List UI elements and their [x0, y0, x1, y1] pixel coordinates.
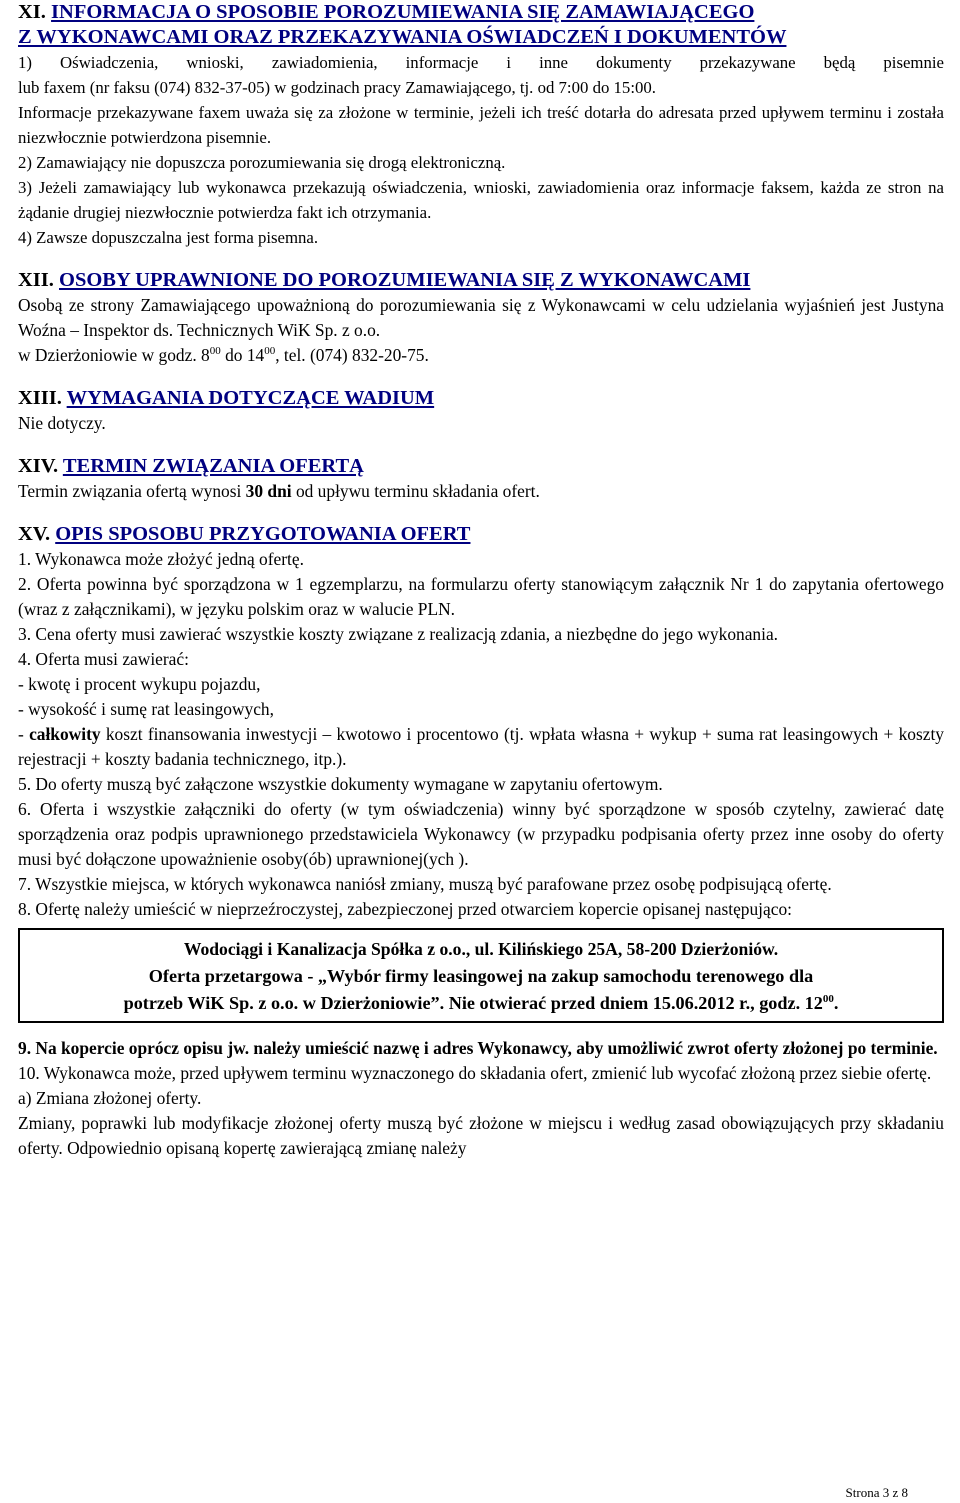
section-xi-heading-line2: [18, 25, 944, 50]
text: -: [18, 724, 30, 744]
list-item: 8. Ofertę należy umieścić w nieprzeźroczystej, zabezpieczonej przed otwarciem kopercie opisanej następująco:: [18, 899, 792, 919]
text: od upływu terminu składania ofert.: [291, 481, 540, 501]
section-xii: [18, 268, 944, 368]
list-item: 6. Oferta i wszystkie załączniki do oferty (w tym oświadczenia) winny być sporządzone w sposób czytelny, zawierać datę sporządzenia oraz podpis uprawnionego przedstawiciela Wykonawcy (w przypadku podpisania oferty przez inne osoby do oferty musi być dołączone upoważnienie osoby(ób) uprawnionej(ych ).: [18, 799, 944, 869]
envelope-label-box: [18, 928, 944, 1023]
list-subitem: [18, 722, 944, 772]
envelope-offer-title: Oferta przetargowa - „Wybór firmy leasingowej na zakup samochodu terenowego dla: [148, 966, 814, 986]
section-title-cont: Z WYKONAWCAMI ORAZ PRZEKAZYWANIA OŚWIADCZEŃ I DOKUMENTÓW: [18, 26, 787, 48]
page-number: Strona 3 z 8: [845, 1485, 908, 1500]
section-title: OPIS SPOSOBU PRZYGOTOWANIA OFERT: [55, 523, 471, 545]
text: , tel. (074) 832-20-75.: [275, 345, 429, 365]
text: do 14: [220, 345, 265, 365]
list-item: 1. Wykonawca może złożyć jedną ofertę.: [18, 549, 304, 569]
paragraph: Informacje przekazywane faxem uważa się za złożone w terminie, jeżeli ich treść dotarła do adresata przed upływem terminu i została niezwłocznie potwierdzona pisemnie.: [18, 103, 944, 147]
section-xiv: [18, 454, 944, 504]
bold-text: 30 dni: [245, 481, 292, 501]
section-xiii-heading: [18, 386, 944, 411]
superscript: 00: [264, 345, 276, 357]
list-item: 2. Oferta powinna być sporządzona w 1 egzemplarzu, na formularzu oferty stanowiącym załącznik Nr 1 do zapytania ofertowego (wraz z załącznikami), w języku polskim oraz w walucie PLN.: [18, 574, 944, 619]
paragraph: [18, 479, 944, 504]
section-title: WYMAGANIA DOTYCZĄCE WADIUM: [66, 387, 435, 409]
text: potrzeb WiK Sp. z o.o. w Dzierżoniowie”: [123, 993, 440, 1013]
paragraph: Nie dotyczy.: [18, 413, 106, 433]
paragraph: [18, 343, 944, 368]
superscript: 00: [822, 993, 834, 1005]
section-number: XIV.: [18, 455, 59, 477]
section-xiv-heading: [18, 454, 944, 479]
list-item: 5. Do oferty muszą być załączone wszystkie dokumenty wymagane w zapytaniu ofertowym.: [18, 774, 663, 794]
paragraph: 2) Zamawiający nie dopuszcza porozumiewania się drogą elektroniczną.: [18, 153, 506, 172]
section-title: TERMIN ZWIĄZANIA OFERTĄ: [62, 455, 364, 477]
section-xi-heading: [18, 0, 944, 25]
envelope-offer-deadline: [30, 990, 932, 1017]
section-xii-heading: [18, 268, 944, 293]
paragraph: 3) Jeżeli zamawiający lub wykonawca przekazują oświadczenia, wnioski, zawiadomienia oraz informacje faksem, każda ze stron na żądanie drugiej niezwłocznie potwierdza fakt ich otrzymania.: [18, 178, 944, 222]
bold-text: całkowity: [29, 724, 101, 744]
list-subitem: a) Zmiana złożonej oferty.: [18, 1088, 202, 1108]
paragraph: 1) Oświadczenia, wnioski, zawiadomienia, informacje i inne dokumenty przekazywane będą pisemnie: [18, 53, 944, 72]
text: w Dzierżoniowie w godz. 8: [18, 345, 210, 365]
section-xv: [18, 522, 944, 1161]
list-item: 10. Wykonawca może, przed upływem terminu wyznaczonego do składania ofert, zmienić lub wycofać złożoną przez siebie ofertę.: [18, 1063, 932, 1083]
paragraph: lub faxem (nr faksu (074) 832-37-05) w godzinach pracy Zamawiającego, tj. od 7:00 do 15:00.: [18, 78, 656, 97]
text: koszt finansowania inwestycji – kwotowo i procentowo (tj. wpłata własna + wykup + suma rat leasingowych + koszty rejestracji + koszty badania technicznego, itp.).: [18, 724, 944, 769]
paragraph: Zmiany, poprawki lub modyfikacje złożonej oferty muszą być złożone w miejscu i według zasad obowiązujących przy składaniu oferty. Odpowiednio opisaną kopertę zawierającą zmianę należy: [18, 1113, 944, 1158]
list-item: 9. Na kopercie oprócz opisu jw. należy umieścić nazwę i adres Wykonawcy, aby umożliwić zwrot oferty złożonej po terminie.: [18, 1038, 938, 1058]
list-item: 7. Wszystkie miejsca, w których wykonawca naniósł zmiany, muszą być parafowane przez osobę podpisującą ofertę.: [18, 874, 832, 894]
envelope-address: Wodociągi i Kanalizacja Spółka z o.o., ul. Kilińskiego 25A, 58-200 Dzierżoniów.: [183, 939, 779, 959]
section-title: OSOBY UPRAWNIONE DO POROZUMIEWANIA SIĘ Z WYKONAWCAMI: [59, 269, 751, 291]
section-number: XII.: [18, 269, 54, 291]
section-xiii: [18, 386, 944, 436]
list-subitem: - wysokość i sumę rat leasingowych,: [18, 699, 274, 719]
paragraph: 4) Zawsze dopuszczalna jest forma pisemna.: [18, 228, 319, 247]
section-xi: [18, 0, 944, 250]
superscript: 00: [209, 345, 221, 357]
list-item: 3. Cena oferty musi zawierać wszystkie koszty związane z realizacją zdania, a niezbędne do jego wykonania.: [18, 624, 779, 644]
section-number: XI.: [18, 1, 46, 23]
section-xv-heading: [18, 522, 944, 547]
section-number: XV.: [18, 523, 51, 545]
list-subitem: - kwotę i procent wykupu pojazdu,: [18, 674, 261, 694]
document-page: [18, 0, 944, 1161]
section-title: INFORMACJA O SPOSOBIE POROZUMIEWANIA SIĘ ZAMAWIAJĄCEGO: [51, 1, 755, 23]
paragraph: Osobą ze strony Zamawiającego upoważnioną do porozumiewania się z Wykonawcami w celu udzielania wyjaśnień jest Justyna Woźna – Inspektor ds. Technicznych WiK Sp. z o.o.: [18, 295, 944, 340]
section-number: XIII.: [18, 387, 62, 409]
list-item: 4. Oferta musi zawierać:: [18, 649, 189, 669]
text: . Nie otwierać przed dniem 15.06.2012 r., godz. 12: [439, 993, 823, 1013]
text: .: [833, 993, 839, 1013]
text: Termin związania ofertą wynosi: [18, 481, 246, 501]
